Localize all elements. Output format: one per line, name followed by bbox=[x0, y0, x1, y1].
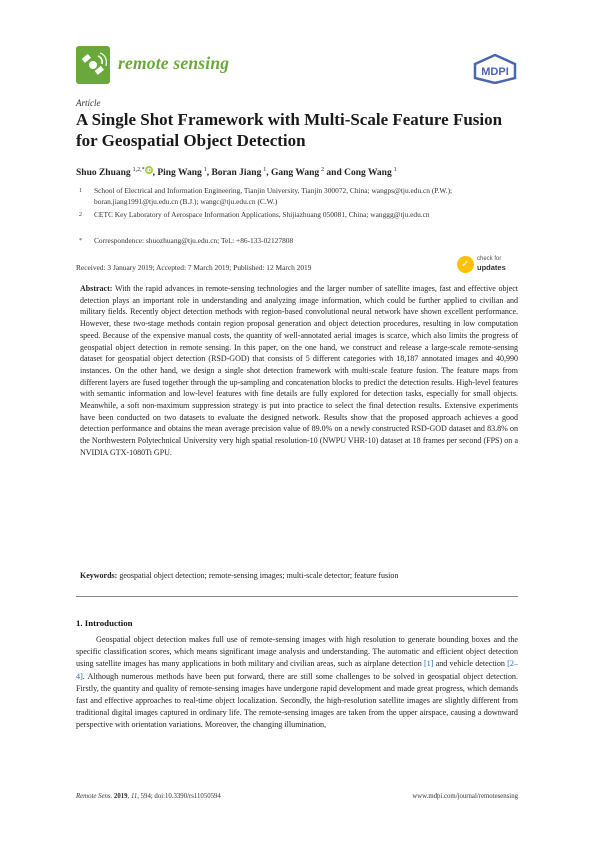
abstract-text: With the rapid advances in remote-sensing technologies and the larger number of satellite images, fast and effective object detection plays an important role in understanding and analyzing image information, which could be further applied to civilian and military fields. Recently object detection methods with region-based convolutional neural network have shown excellent performance. However, these two-stage methods contain region proposal generation and object detection procedures, resulting in low computation speed. Because of the expensive manual costs, the quantity of well-annotated aerial images is scarce, which also limits the progress of geospatial object detection in remote sensing. In this paper, on the one hand, we construct and release a large-scale remote-sensing dataset for geospatial object detection (RSD-GOD) that consists of 5 different categories with 18,187 annotated images and 40,990 instances. On the other hand, we design a single shot detection framework with multi-scale feature fusion. The feature maps from different layers are fused together through the up-sampling and concatenation blocks to predict the detection results. High-level features with semantic information and low-level features with fine details are fully explored for detection tasks, especially for small objects. Meanwhile, a soft non-maximum suppression strategy is put into practice to select the final detection results. Extensive experiments have been conducted on two datasets to evaluate the designed network. Results show that the proposed approach achieves a good detection performance and obtains the mean average precision value of 89.0% on a newly constructed RSD-GOD dataset and 83.8% on the Northwestern Polytechnical University very high spatial resolution-10 (NWPU VHR-10) dataset at 18 frames per second (FPS) on a NVIDIA GTX-1080Ti GPU. bbox=[80, 284, 519, 457]
mdpi-logo bbox=[473, 54, 517, 84]
affiliation-text: CETC Key Laboratory of Aerospace Information Applications, Shijiazhuang 050081, China; wanggg@tju.edu.cn bbox=[94, 210, 430, 219]
footer-volume: 11 bbox=[130, 793, 138, 800]
abstract-label: Abstract: bbox=[80, 284, 113, 293]
paragraph-text: and vehicle detection bbox=[433, 659, 508, 669]
author-name[interactable]: Boran Jiang bbox=[211, 168, 262, 178]
satellite-icon bbox=[76, 46, 110, 84]
abstract bbox=[80, 283, 518, 459]
check-icon: ✓ bbox=[457, 256, 474, 273]
journal-name: remote sensing bbox=[118, 53, 230, 73]
author-affiliation-mark: 1 bbox=[263, 166, 267, 173]
affiliation-mark: 1 bbox=[79, 188, 82, 194]
orcid-icon[interactable] bbox=[145, 166, 153, 174]
author-affiliation-mark: 1,2,* bbox=[132, 166, 145, 173]
publication-dates: Received: 3 January 2019; Accepted: 7 March 2019; Published: 12 March 2019 bbox=[76, 263, 312, 272]
footer-year: 2019 bbox=[113, 793, 128, 800]
keywords-text: geospatial object detection; remote-sensing images; multi-scale detector; feature fusion bbox=[119, 571, 399, 580]
author-name[interactable]: Cong Wang bbox=[344, 168, 392, 178]
journal-abbrev: Remote Sens. bbox=[76, 793, 113, 800]
svg-text:iD: iD bbox=[146, 168, 152, 174]
author-affiliation-mark: 2 bbox=[321, 166, 325, 173]
citation-link[interactable]: [2–4] bbox=[76, 659, 518, 681]
article-title: A Single Shot Framework with Multi-Scale Feature Fusion for Geospatial Object Detection bbox=[76, 110, 503, 150]
body-paragraph bbox=[76, 634, 518, 732]
author-separator: , bbox=[206, 168, 212, 178]
section-divider bbox=[76, 596, 518, 597]
section-title: 1. Introduction bbox=[76, 618, 133, 628]
affiliation-mark: * bbox=[79, 238, 82, 244]
author-separator: and bbox=[324, 168, 345, 178]
footer-doi[interactable]: , 594; doi:10.3390/rs11050594 bbox=[137, 793, 221, 800]
paragraph-text: . Although numerous methods have been put forward, there are still some challenges to be solved in geospatial object detection. Firstly, the quantity and quality of remote-sensing images have undergone rapid development and made great progress, which demands fast and effective approaches to real-time object localization. Secondly, the high-resolution satellite images are slightly different from traditional digital images captured in ordinary life. The remote-sensing images are taken from the upper airspace, causing a downward perspective with orientation variations. Moreover, the changing illumination, bbox=[76, 671, 518, 730]
affiliation-mark: 2 bbox=[79, 212, 82, 218]
publisher-name: MDPI bbox=[481, 66, 509, 78]
check-updates-line2: updates bbox=[477, 263, 506, 272]
citation-link[interactable]: [1] bbox=[423, 659, 434, 669]
author-affiliation-mark: 1 bbox=[203, 166, 207, 173]
author-name[interactable]: Gang Wang bbox=[270, 168, 320, 178]
author-list bbox=[76, 166, 397, 178]
author-separator: , bbox=[266, 168, 271, 178]
journal-url[interactable]: www.mdpi.com/journal/remotesensing bbox=[412, 793, 518, 800]
author-name[interactable]: Shuo Zhuang bbox=[76, 168, 131, 178]
author-separator: , bbox=[152, 168, 158, 178]
keywords bbox=[80, 570, 518, 582]
paragraph-text: Geospatial object detection makes full use of remote-sensing images with high resolution to generate bounding boxes and the specific classification scores, which means significant image analysis and understanding. The automatic and efficient object detection using satellite images has many applications in both military and civilian areas, such as airplane detection bbox=[76, 635, 518, 669]
affiliation-text: School of Electrical and Information Engineering, Tianjin University, Tianjin 300072, China; wangps@tju.edu.cn (P.W.); boran.jiang1991@tju.edu.cn (B.J.); wangc@tju.edu.cn (C.W.) bbox=[94, 186, 453, 206]
author-name[interactable]: Ping Wang bbox=[157, 168, 202, 178]
citation-footer: Remote Sens. 2019, 11, 594; doi:10.3390/rs11050594 bbox=[76, 793, 221, 800]
author-affiliation-mark: 1 bbox=[393, 166, 397, 173]
check-updates-line1: check for bbox=[477, 256, 502, 262]
check-for-updates-badge[interactable] bbox=[457, 255, 521, 275]
keywords-label: Keywords: bbox=[80, 571, 118, 580]
correspondence-text: Correspondence: shuozhuang@tju.edu.cn; Tel.: +86-133-02127808 bbox=[94, 236, 294, 245]
article-type: Article bbox=[76, 98, 101, 108]
